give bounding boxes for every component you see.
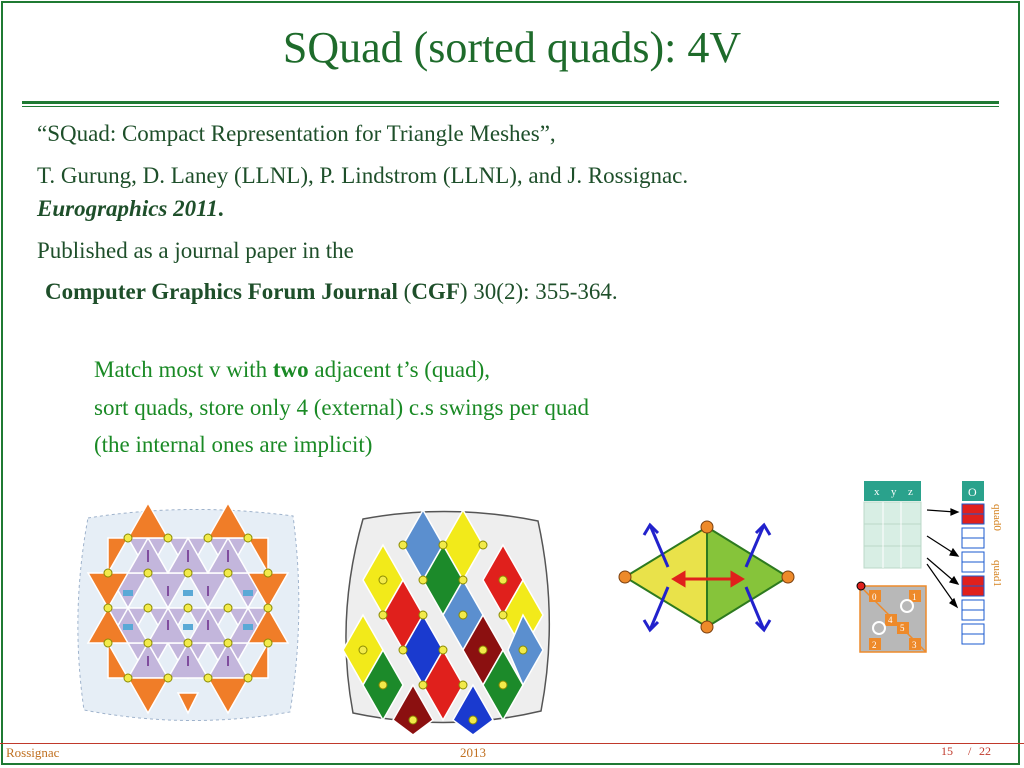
mesh-figure-2 bbox=[333, 505, 563, 735]
header-z: z bbox=[908, 486, 913, 498]
citation-authors: T. Gurung, D. Laney (LLNL), P. Lindstrom (LLNL), and J. Rossignac. bbox=[37, 163, 689, 188]
citation-venue bbox=[37, 196, 224, 222]
corner-0: 0 bbox=[872, 592, 877, 602]
citation-title: “SQuad: Compact Representation for Triangle Meshes”, bbox=[37, 121, 556, 146]
table-header bbox=[864, 481, 921, 501]
page-separator: / bbox=[968, 744, 972, 758]
venue-end: . bbox=[217, 196, 224, 221]
mesh-figure-1 bbox=[68, 498, 308, 730]
corner-2: 2 bbox=[872, 640, 877, 650]
footer-author: Rossignac bbox=[6, 745, 60, 760]
journal-line bbox=[45, 279, 618, 305]
published-line: Published as a journal paper in the bbox=[37, 238, 354, 263]
title-rule-thin bbox=[22, 106, 999, 107]
point-3: (the internal ones are implicit) bbox=[94, 432, 373, 457]
corner-1: 1 bbox=[912, 592, 917, 602]
header-x: x bbox=[874, 486, 880, 498]
point-1-bold: two bbox=[272, 357, 309, 382]
slide-title: SQuad (sorted quads): 4V bbox=[282, 23, 742, 72]
point-1-pre: Match most v with bbox=[94, 357, 273, 382]
footer-rule bbox=[0, 743, 1024, 744]
journal-paren-open: ( bbox=[397, 279, 412, 304]
corner-4: 4 bbox=[888, 615, 893, 625]
point-1 bbox=[94, 357, 490, 383]
journal-rest: ) 30(2): 355-364. bbox=[459, 279, 618, 304]
header-o: O bbox=[968, 485, 977, 499]
page-number: 15 bbox=[941, 744, 953, 758]
label-quad0: quad0 bbox=[991, 504, 1003, 531]
journal-abbr: CGF bbox=[411, 279, 460, 304]
footer-year: 2013 bbox=[460, 745, 486, 760]
header-y: y bbox=[891, 486, 897, 498]
title-rule bbox=[22, 101, 999, 104]
quad-swing-figure bbox=[610, 515, 800, 640]
point-1-post: adjacent t’s (quad), bbox=[308, 357, 491, 382]
page-total: 22 bbox=[979, 744, 991, 758]
corner-5: 5 bbox=[900, 623, 905, 633]
corner-3: 3 bbox=[912, 640, 917, 650]
journal-name: Computer Graphics Forum Journal bbox=[45, 279, 398, 304]
label-quad1: quad1 bbox=[991, 560, 1003, 587]
table-figure bbox=[855, 476, 1015, 661]
point-2: sort quads, store only 4 (external) c.s swings per quad bbox=[94, 395, 590, 420]
venue-name: Eurographics 2011 bbox=[37, 196, 218, 221]
